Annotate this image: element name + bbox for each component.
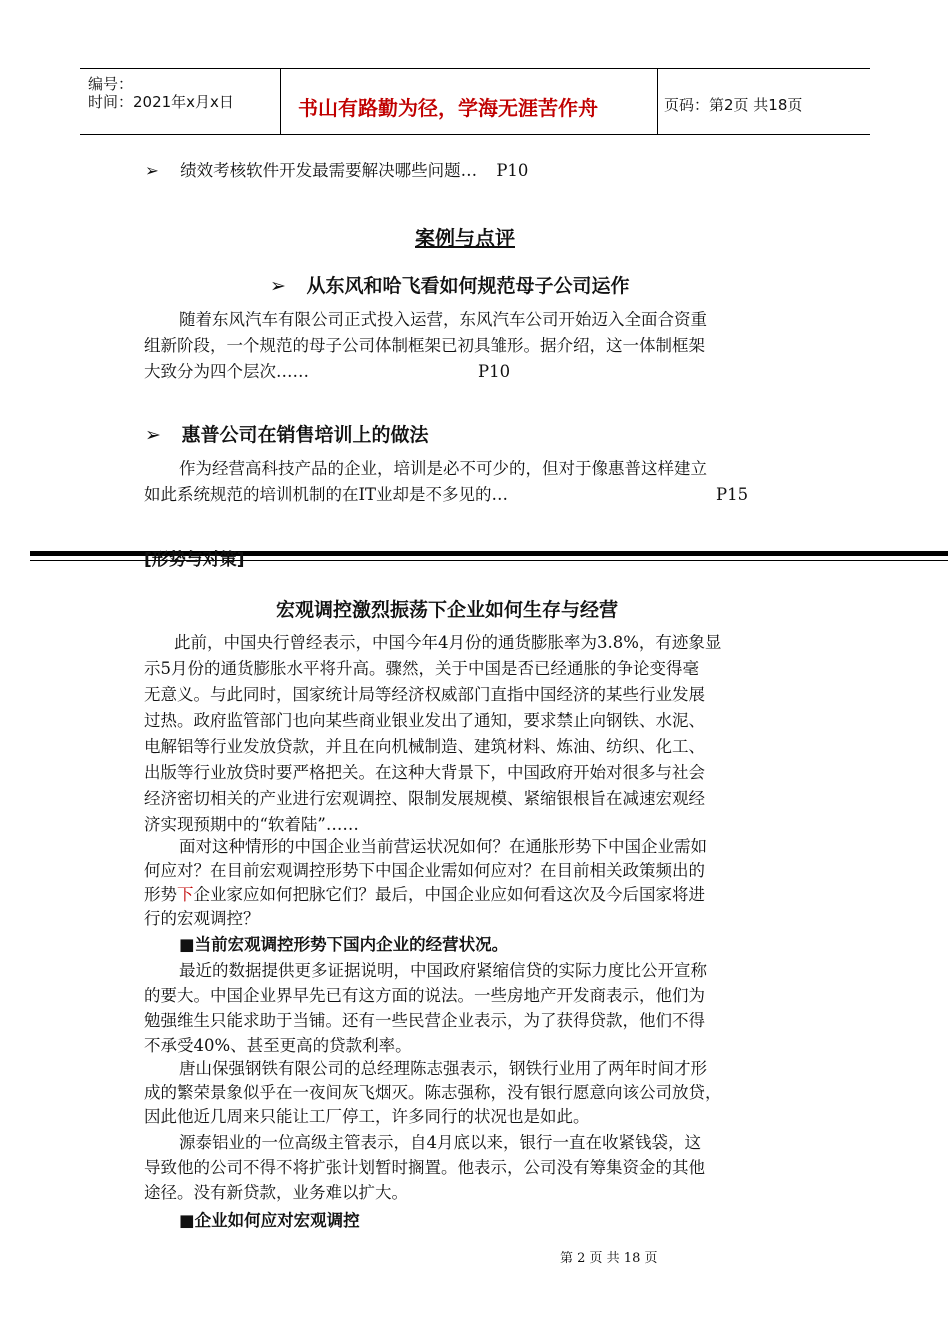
case2-line-2: 如此系统规范的培训机制的在IT业却是不多见的… [144, 485, 509, 504]
para2-line-2: 何应对？在目前宏观调控形势下中国企业需如何应对？在目前相关政策频出的 [144, 861, 705, 880]
header-number-label: 编号： [88, 75, 134, 93]
para1-line-4: 过热。政府监管部门也向某些商业银业发出了通知，要求禁止向钢铁、水泥、 [144, 711, 705, 730]
toc-item-page: P10 [496, 161, 529, 180]
para4-line-2: 成的繁荣景象似乎在一夜间灰飞烟灭。陈志强称，没有银行愿意向该公司放贷， [144, 1083, 722, 1102]
para1-line-6: 出版等行业放贷时要严格把关。在这种大背景下，中国政府开始对很多与社会 [144, 763, 705, 782]
para4-line-1: 唐山保强钢铁有限公司的总经理陈志强表示，钢铁行业用了两年时间才形 [179, 1059, 707, 1078]
header-top-rule [80, 68, 870, 69]
para2-highlight-char: 下 [177, 885, 194, 904]
para1-line-1: 此前，中国央行曾经表示，中国今年4月份的通货膨胀率为3.8%，有迹象显 [174, 633, 722, 652]
header-bottom-rule [80, 134, 870, 135]
arrow-bullet-icon: ➢ [145, 424, 161, 446]
para5-line-2: 导致他的公司不得不将扩张计划暂时搁置。他表示，公司没有筹集资金的其他 [144, 1158, 705, 1177]
para1-line-2: 示5月份的通货膨胀水平将升高。骤然，关于中国是否已经通胀的争论变得毫 [144, 659, 699, 678]
article-title: 宏观调控激烈振荡下企业如何生存与经营 [276, 599, 619, 621]
para3-line-3: 勉强维生只能求助于当铺。还有一些民营企业表示，为了获得贷款，他们不得 [144, 1011, 705, 1030]
para2-line-3 [144, 882, 705, 908]
header-date-label: 时间：2021年x月x日 [88, 93, 234, 111]
para3-line-4: 不承受40%、甚至更高的贷款利率。 [144, 1036, 412, 1055]
para3-line-1: 最近的数据提供更多证据说明，中国政府紧缩信贷的实际力度比公开宣称 [179, 961, 707, 980]
para2-line-1: 面对这种情形的中国企业当前营运状况如何？在通胀形势下中国企业需如 [179, 837, 707, 856]
para5-line-3: 途径。没有新贷款，业务难以扩大。 [144, 1183, 408, 1202]
para2-line-3-end: 企业家应如何把脉它们？最后，中国企业应如何看这次及今后国家将进 [193, 885, 705, 904]
case1-title: 从东风和哈飞看如何规范母子公司运作 [306, 275, 630, 297]
arrow-bullet-icon: ➢ [270, 275, 286, 297]
para2-line-3-start: 形势 [144, 885, 177, 904]
subheading-1: ■当前宏观调控形势下国内企业的经营状况。 [179, 935, 509, 954]
arrow-bullet-icon: ➢ [145, 161, 159, 180]
header-divider-left [280, 68, 281, 135]
para5-line-1: 源泰铝业的一位高级主管表示，自4月底以来，银行一直在收紧钱袋，这 [179, 1133, 701, 1152]
case1-line-3: 大致分为四个层次…… [144, 362, 309, 381]
case-section-title: 案例与点评 [415, 226, 515, 250]
para1-line-7: 经济密切相关的产业进行宏观调控、限制发展规模、紧缩银根旨在减速宏观经 [144, 789, 705, 808]
case2-line-1: 作为经营高科技产品的企业，培训是必不可少的，但对于像惠普这样建立 [179, 459, 707, 478]
para1-line-8: 济实现预期中的“软着陆”…… [144, 815, 359, 834]
para3-line-2: 的要大。中国企业界早先已有这方面的说法。一些房地产开发商表示，他们为 [144, 986, 705, 1005]
case2-heading [145, 420, 429, 447]
subheading-2: ■企业如何应对宏观调控 [179, 1211, 360, 1230]
para4-line-3: 因此他近几周来只能让工厂停工，许多同行的状况也是如此。 [144, 1107, 590, 1126]
para1-line-5: 电解铝等行业发放贷款，并且在向机械制造、建筑材料、炼油、纺织、化工、 [144, 737, 705, 756]
toc-item-text: 绩效考核软件开发最需要解决哪些问题… [180, 161, 478, 180]
case1-line-1: 随着东风汽车有限公司正式投入运营，东风汽车公司开始迈入全面合资重 [179, 310, 707, 329]
header-page-info: 页码：第2页 共18页 [664, 96, 803, 114]
case2-page: P15 [716, 485, 749, 504]
header-motto: 书山有路勤为径，学海无涯苦作舟 [298, 96, 598, 120]
toc-item [145, 158, 528, 184]
footer-page-number: 第 2 页 共 18 页 [560, 1251, 658, 1266]
case1-line-2: 组新阶段，一个规范的母子公司体制框架已初具雏形。据介绍，这一体制框架 [144, 336, 705, 355]
case1-heading [270, 271, 630, 298]
case1-page: P10 [478, 362, 511, 381]
header-divider-right [657, 68, 658, 135]
case2-title: 惠普公司在销售培训上的做法 [181, 424, 429, 446]
para1-line-3: 无意义。与此同时，国家统计局等经济权威部门直指中国经济的某些行业发展 [144, 685, 705, 704]
situation-label: [形势与对策] [144, 550, 245, 570]
para2-line-4: 行的宏观调控？ [144, 909, 260, 928]
